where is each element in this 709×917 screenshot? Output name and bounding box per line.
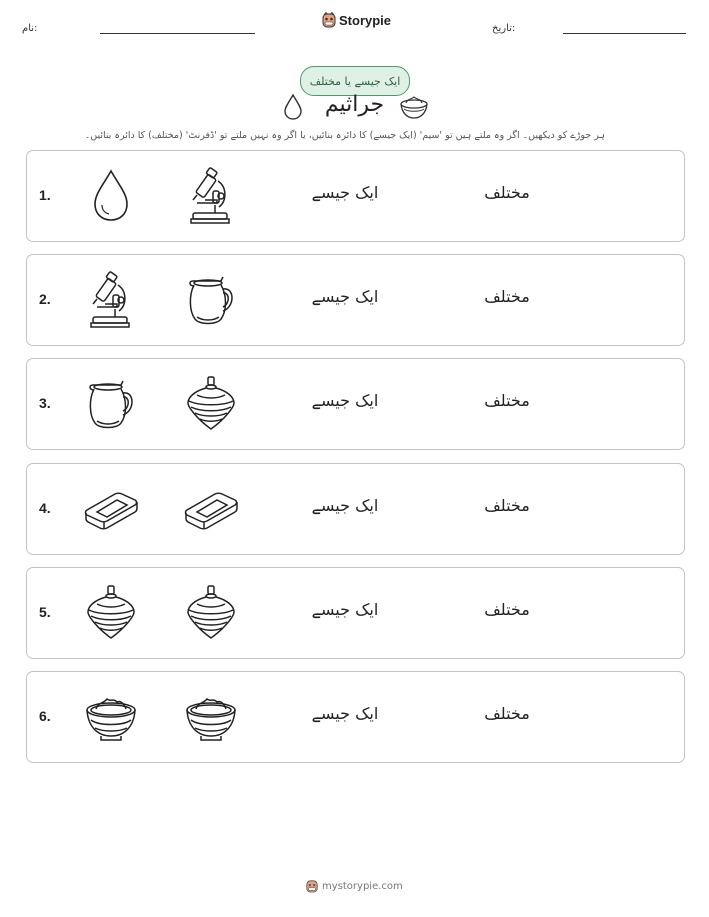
- page-title: جراثیم: [324, 92, 385, 117]
- exercise-row-1: [26, 150, 685, 242]
- row-number: 3.: [39, 395, 51, 411]
- option-same[interactable]: ایک جیسے: [311, 704, 379, 723]
- footer-site: mystorypie.com: [322, 880, 403, 892]
- option-different[interactable]: مختلف: [484, 496, 530, 515]
- name-label: نام:: [22, 23, 38, 34]
- date-line[interactable]: [563, 33, 686, 34]
- worksheet-type-badge: ایک جیسے یا مختلف: [300, 66, 410, 96]
- cream-bowl-icon: [183, 688, 239, 746]
- storypie-mascot-icon: [306, 879, 318, 893]
- exercise-row-6: [26, 671, 685, 763]
- water-drop-icon: [83, 167, 139, 225]
- brand-logo: [322, 12, 391, 28]
- option-different[interactable]: مختلف: [484, 287, 530, 306]
- row-number: 2.: [39, 291, 51, 307]
- instructions: ہر جوڑے کو دیکھیں۔ اگر وہ ملتے ہیں تو 'سیم' (ایک جیسے) کا دائرہ بنائیں، یا اگر وہ نہیں ملتے تو 'ڈفرنٹ' (مختلف) کا دائرہ بنائیں۔: [84, 130, 605, 141]
- option-different[interactable]: مختلف: [484, 391, 530, 410]
- microscope-icon: [83, 271, 139, 329]
- brand-name: Storypie: [339, 12, 392, 28]
- option-different[interactable]: مختلف: [484, 183, 530, 202]
- option-same[interactable]: ایک جیسے: [311, 391, 379, 410]
- cream-bowl-icon: [399, 94, 429, 120]
- row-number: 6.: [39, 708, 51, 724]
- storypie-mascot-icon: [322, 12, 336, 28]
- pitcher-icon: [183, 271, 239, 329]
- cream-bowl-icon: [83, 688, 139, 746]
- spinning-top-icon: [83, 584, 139, 642]
- name-line[interactable]: [100, 33, 255, 34]
- option-same[interactable]: ایک جیسے: [311, 600, 379, 619]
- option-different[interactable]: مختلف: [484, 600, 530, 619]
- spinning-top-icon: [183, 584, 239, 642]
- option-same[interactable]: ایک جیسے: [311, 287, 379, 306]
- pitcher-icon: [83, 375, 139, 433]
- date-label: تاریخ:: [492, 23, 516, 34]
- row-number: 5.: [39, 604, 51, 620]
- row-number: 4.: [39, 500, 51, 516]
- exercise-row-2: [26, 254, 685, 346]
- exercise-row-4: [26, 463, 685, 555]
- microscope-icon: [183, 167, 239, 225]
- option-same[interactable]: ایک جیسے: [311, 183, 379, 202]
- exercise-row-3: [26, 358, 685, 450]
- option-same[interactable]: ایک جیسے: [311, 496, 379, 515]
- option-different[interactable]: مختلف: [484, 704, 530, 723]
- footer: [306, 879, 403, 893]
- spinning-top-icon: [183, 375, 239, 433]
- exercise-row-5: [26, 567, 685, 659]
- row-number: 1.: [39, 187, 51, 203]
- soap-bar-icon: [183, 480, 239, 538]
- soap-bar-icon: [83, 480, 139, 538]
